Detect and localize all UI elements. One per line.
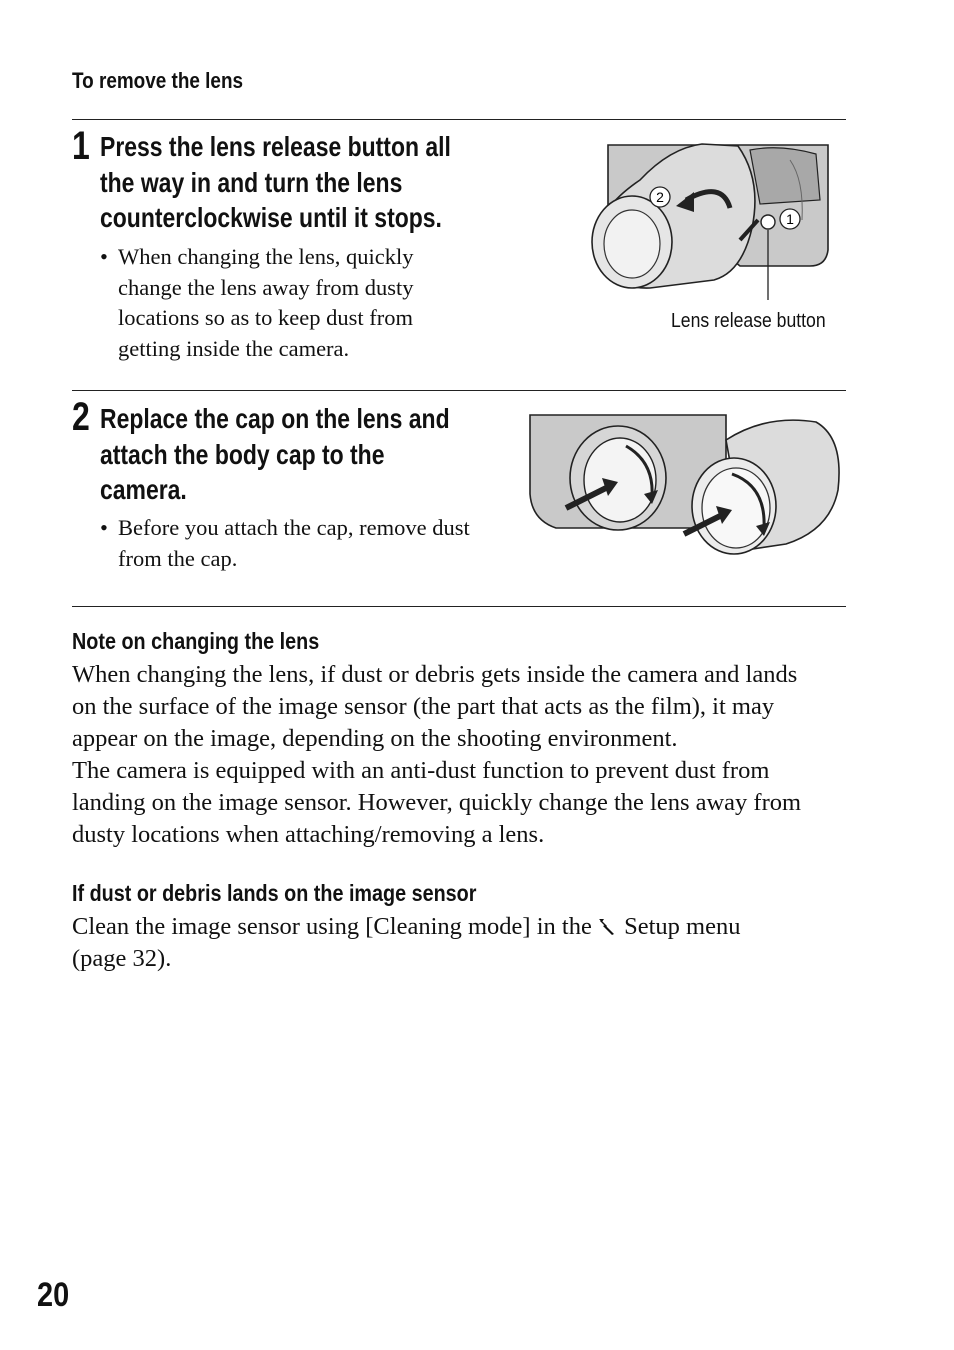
page-number: 20 [37, 1276, 70, 1314]
dust-paragraph [72, 911, 740, 975]
wrench-icon [598, 918, 618, 936]
step-2-title-line: attach the body cap to the [100, 438, 385, 470]
note-line: appear on the image, depending on the shooting environment. [72, 725, 678, 752]
step-2-title-line: camera. [100, 474, 187, 505]
step-1-title [100, 129, 451, 236]
step-1-title-line: counterclockwise until it stops. [100, 202, 442, 233]
divider-bottom [72, 606, 846, 607]
lens-release-caption: Lens release button [671, 310, 826, 332]
step-1-title-line: Press the lens release button all [100, 131, 451, 162]
step-1-bullet-line: locations so as to keep dust from [118, 305, 413, 330]
note-line: The camera is equipped with an anti-dust function to prevent dust from [72, 757, 770, 784]
bullet-dot: • [100, 515, 108, 540]
cap-attach-illustration [526, 410, 846, 560]
step-2-bullet [100, 513, 470, 574]
step-2-number: 2 [72, 395, 90, 439]
step-1-title-line: the way in and turn the lens [100, 166, 403, 198]
note-line: on the surface of the image sensor (the part that acts as the film), it may [72, 693, 775, 720]
divider-top [72, 119, 846, 120]
step-2-bullet-line: from the cap. [118, 545, 238, 571]
note-line: When changing the lens, if dust or debris gets inside the camera and lands [72, 661, 798, 688]
note-line: dusty locations when attaching/removing a lens. [72, 821, 545, 848]
step-2-title-line: Replace the cap on the lens and [100, 403, 450, 434]
step-1-bullet-line: When changing the lens, quickly [118, 244, 414, 269]
callout-1: 1 [786, 211, 794, 227]
divider-middle [72, 390, 846, 391]
note-paragraph [72, 659, 801, 851]
step-1-bullet-line: getting inside the camera. [118, 335, 350, 361]
dust-line-2: (page 32). [72, 945, 172, 972]
callout-2: 2 [656, 189, 664, 205]
step-1-number: 1 [72, 124, 90, 168]
note-line: landing on the image sensor. However, quickly change the lens away from [72, 789, 802, 816]
step-1-bullet-line: change the lens away from dusty [118, 274, 414, 300]
note-heading: Note on changing the lens [72, 628, 320, 654]
dust-heading: If dust or debris lands on the image sensor [72, 880, 477, 906]
bullet-dot: • [100, 244, 108, 269]
dust-text-before: Clean the image sensor using [Cleaning mode] in the [72, 913, 592, 940]
dust-text-after: Setup menu [624, 913, 741, 940]
section-heading: To remove the lens [72, 68, 244, 93]
step-1-bullet [100, 242, 414, 364]
step-2-title [100, 401, 450, 508]
step-2-bullet-line: Before you attach the cap, remove dust [118, 515, 470, 540]
